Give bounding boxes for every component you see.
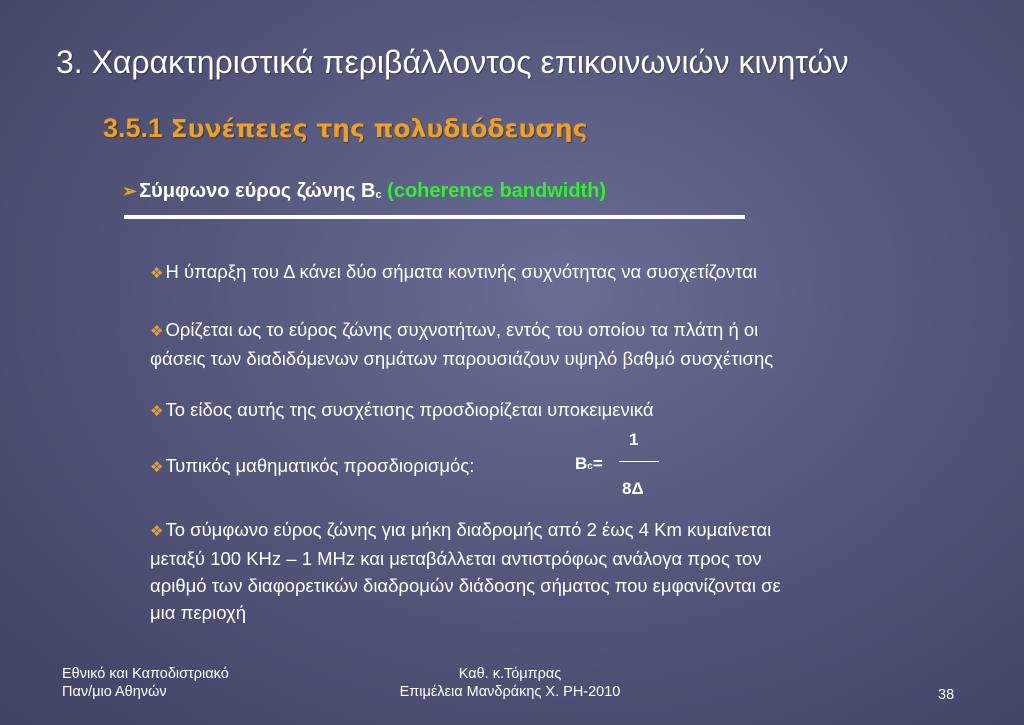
slide-title: 3. Χαρακτηριστικά περιβάλλοντος επικοινωνιών κινητών [56,44,849,80]
bullet-text: Η ύπαρξη του Δ κάνει δύο σήματα κοντινής συχνότητας να συσχετίζονται [165,261,758,282]
fraction-denominator: 8Δ [622,479,644,498]
footer-center-line: Επιμέλεια Μανδράκης Χ. ΡΗ-2010 [399,684,621,700]
footer-left-line: Παν/μιο Αθηνών [62,684,167,700]
footer-institution [62,665,229,701]
divider-line [124,215,745,219]
diamond-bullet-icon: ❖ [150,323,164,340]
topic-subscript: c [375,189,382,201]
arrow-bullet-icon: ➢ [122,181,138,201]
bullet-item [150,258,940,287]
formula-symbol: B [575,454,588,473]
bullet-text-line: αριθμό των διαφορετικών διαδρομών διάδοσης σήματος που εμφανίζονται σε [150,575,781,596]
bullet-item [150,516,940,626]
page-number: 38 [938,687,955,703]
subtitle-number: 3.5.1 [103,113,164,143]
bullet-text: Τυπικός μαθηματικός προσδιορισμός: [165,455,475,476]
bullet-text-line: Ορίζεται ως το εύρος ζώνης συχνοτήτων, εντός του οποίου τα πλάτη ή οι [165,319,759,340]
formula-equals: = [592,454,603,473]
bullet-text-line: μια περιοχή [150,602,247,623]
bullet-text-line: μεταξύ 100 KHz – 1 MHz και μεταβάλλεται αντιστρόφως ανάλογα προς τον [150,548,762,569]
bullet-text-line: φάσεις των διαδιδόμενων σημάτων παρουσιάζουν υψηλό βαθμό συσχέτισης [150,348,774,369]
fraction-numerator: 1 [629,430,639,449]
footer-center-line: Καθ. κ.Τόμπρας [458,666,562,682]
diamond-bullet-icon: ❖ [150,523,164,540]
bullet-text: Το είδος αυτής της συσχέτισης προσδιορίζεται υποκειμενικά [165,399,654,420]
topic-english: (coherence bandwidth) [387,180,607,202]
footer-left-line: Εθνικό και Καποδιστριακό [62,666,229,682]
topic-heading [122,180,606,203]
subtitle-text: Συνέπειες της πολυδιόδευσης [170,114,588,143]
diamond-bullet-icon: ❖ [150,403,164,420]
bullet-item [150,396,940,425]
fraction-bar [619,461,659,462]
formula-subscript: c [587,461,593,472]
bullet-item [150,316,940,372]
formula-lhs [575,454,603,474]
bullet-item [150,452,940,481]
diamond-bullet-icon: ❖ [150,459,164,476]
section-subtitle [103,113,587,144]
topic-text: Σύμφωνο εύρος ζώνης B [139,180,376,202]
footer-author [370,665,650,701]
diamond-bullet-icon: ❖ [150,265,164,282]
bullet-text-line: Το σύμφωνο εύρος ζώνης για μήκη διαδρομής από 2 έως 4 Km κυμαίνεται [165,519,772,540]
